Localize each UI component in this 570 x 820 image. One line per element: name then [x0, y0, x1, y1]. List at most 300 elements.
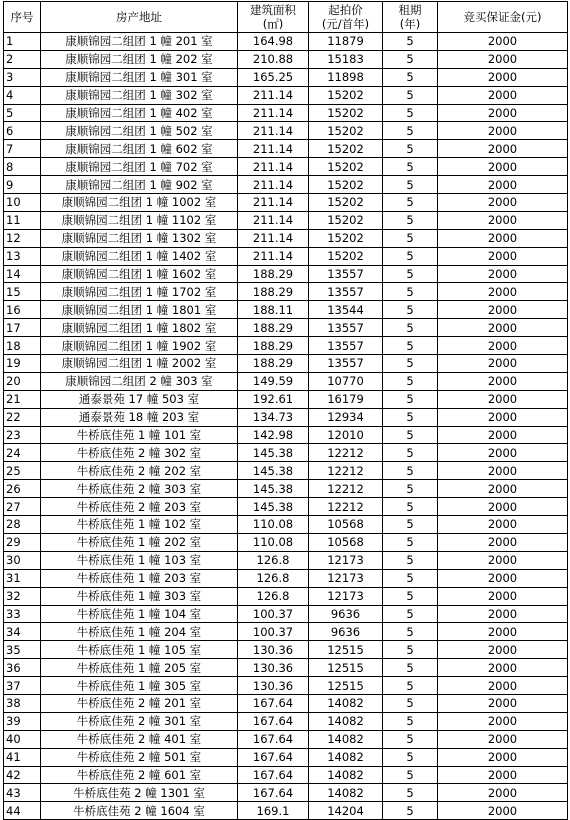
- cell-price: 16179: [309, 390, 383, 408]
- cell-deposit: 2000: [438, 516, 568, 534]
- cell-deposit: 2000: [438, 784, 568, 802]
- table-row: [4, 551, 568, 569]
- table-row: [4, 122, 568, 140]
- table-row: [4, 301, 568, 319]
- cell-deposit: 2000: [438, 605, 568, 623]
- cell-price: 14082: [309, 730, 383, 748]
- cell-term: 5: [383, 68, 438, 86]
- header-address: 房产地址: [41, 2, 238, 33]
- cell-deposit: 2000: [438, 211, 568, 229]
- header-term: [383, 2, 438, 33]
- cell-price: 15202: [309, 158, 383, 176]
- cell-address: 牛桥底佳苑 2 幢 303 室: [41, 480, 238, 498]
- table-row: [4, 498, 568, 516]
- cell-address: 康顺锦园二组团 1 幢 1102 室: [41, 211, 238, 229]
- cell-deposit: 2000: [438, 355, 568, 373]
- table-row: [4, 802, 568, 820]
- cell-seq: 13: [4, 247, 41, 265]
- cell-area: 100.37: [238, 623, 309, 641]
- cell-address: 牛桥底佳苑 1 幢 102 室: [41, 516, 238, 534]
- cell-seq: 20: [4, 372, 41, 390]
- cell-term: 5: [383, 623, 438, 641]
- header-price-line1: 起拍价: [328, 3, 363, 17]
- cell-seq: 27: [4, 498, 41, 516]
- cell-price: 15202: [309, 247, 383, 265]
- cell-address: 康顺锦园二组团 1 幢 1702 室: [41, 283, 238, 301]
- cell-price: 14082: [309, 784, 383, 802]
- cell-area: 130.36: [238, 659, 309, 677]
- cell-price: 13557: [309, 337, 383, 355]
- cell-address: 牛桥底佳苑 2 幢 201 室: [41, 694, 238, 712]
- cell-address: 牛桥底佳苑 2 幢 401 室: [41, 730, 238, 748]
- cell-address: 牛桥底佳苑 2 幢 301 室: [41, 712, 238, 730]
- cell-deposit: 2000: [438, 337, 568, 355]
- cell-price: 15202: [309, 194, 383, 212]
- cell-term: 5: [383, 372, 438, 390]
- cell-deposit: 2000: [438, 569, 568, 587]
- cell-deposit: 2000: [438, 426, 568, 444]
- cell-term: 5: [383, 104, 438, 122]
- table-row: [4, 569, 568, 587]
- cell-term: 5: [383, 283, 438, 301]
- cell-deposit: 2000: [438, 802, 568, 820]
- cell-seq: 30: [4, 551, 41, 569]
- cell-address: 康顺锦园二组团 1 幢 1602 室: [41, 265, 238, 283]
- cell-area: 188.29: [238, 337, 309, 355]
- table-row: [4, 247, 568, 265]
- cell-deposit: 2000: [438, 748, 568, 766]
- cell-area: 145.38: [238, 498, 309, 516]
- cell-area: 211.14: [238, 158, 309, 176]
- cell-seq: 41: [4, 748, 41, 766]
- cell-address: 康顺锦园二组团 1 幢 301 室: [41, 68, 238, 86]
- cell-address: 牛桥底佳苑 2 幢 601 室: [41, 766, 238, 784]
- cell-seq: 38: [4, 694, 41, 712]
- cell-seq: 11: [4, 211, 41, 229]
- cell-seq: 35: [4, 641, 41, 659]
- cell-area: 167.64: [238, 766, 309, 784]
- table-row: [4, 176, 568, 194]
- cell-deposit: 2000: [438, 587, 568, 605]
- cell-deposit: 2000: [438, 104, 568, 122]
- cell-seq: 3: [4, 68, 41, 86]
- table-row: [4, 408, 568, 426]
- cell-address: 牛桥底佳苑 1 幢 205 室: [41, 659, 238, 677]
- table-row: [4, 694, 568, 712]
- cell-area: 126.8: [238, 569, 309, 587]
- cell-price: 15202: [309, 211, 383, 229]
- cell-seq: 21: [4, 390, 41, 408]
- cell-term: 5: [383, 50, 438, 68]
- cell-deposit: 2000: [438, 730, 568, 748]
- table-row: [4, 587, 568, 605]
- cell-price: 12515: [309, 641, 383, 659]
- cell-seq: 7: [4, 140, 41, 158]
- cell-deposit: 2000: [438, 68, 568, 86]
- table-row: [4, 86, 568, 104]
- cell-term: 5: [383, 587, 438, 605]
- cell-price: 13557: [309, 319, 383, 337]
- cell-address: 康顺锦园二组团 1 幢 602 室: [41, 140, 238, 158]
- cell-address: 康顺锦园二组团 1 幢 1002 室: [41, 194, 238, 212]
- cell-seq: 43: [4, 784, 41, 802]
- cell-term: 5: [383, 533, 438, 551]
- table-header: [4, 2, 568, 33]
- cell-area: 169.1: [238, 802, 309, 820]
- cell-address: 康顺锦园二组团 1 幢 1802 室: [41, 319, 238, 337]
- cell-price: 12212: [309, 444, 383, 462]
- cell-area: 126.8: [238, 551, 309, 569]
- table-row: [4, 677, 568, 695]
- cell-term: 5: [383, 730, 438, 748]
- cell-area: 188.29: [238, 319, 309, 337]
- table-row: [4, 283, 568, 301]
- cell-address: 康顺锦园二组团 1 幢 1801 室: [41, 301, 238, 319]
- cell-deposit: 2000: [438, 623, 568, 641]
- cell-area: 145.38: [238, 480, 309, 498]
- cell-area: 211.14: [238, 104, 309, 122]
- table-row: [4, 355, 568, 373]
- table-row: [4, 211, 568, 229]
- cell-term: 5: [383, 784, 438, 802]
- cell-price: 11879: [309, 33, 383, 51]
- cell-price: 15202: [309, 122, 383, 140]
- cell-deposit: 2000: [438, 158, 568, 176]
- table-row: [4, 641, 568, 659]
- cell-price: 13544: [309, 301, 383, 319]
- cell-area: 130.36: [238, 677, 309, 695]
- cell-area: 167.64: [238, 712, 309, 730]
- cell-address: 康顺锦园二组团 1 幢 202 室: [41, 50, 238, 68]
- cell-area: 130.36: [238, 641, 309, 659]
- header-area-line2: (㎡): [262, 17, 284, 31]
- cell-deposit: 2000: [438, 641, 568, 659]
- cell-seq: 17: [4, 319, 41, 337]
- cell-deposit: 2000: [438, 33, 568, 51]
- table-row: [4, 229, 568, 247]
- cell-term: 5: [383, 766, 438, 784]
- cell-deposit: 2000: [438, 766, 568, 784]
- header-term-line1: 租期: [398, 3, 422, 17]
- cell-area: 211.14: [238, 229, 309, 247]
- cell-seq: 25: [4, 462, 41, 480]
- cell-area: 165.25: [238, 68, 309, 86]
- cell-deposit: 2000: [438, 283, 568, 301]
- cell-seq: 23: [4, 426, 41, 444]
- cell-area: 188.29: [238, 283, 309, 301]
- cell-term: 5: [383, 265, 438, 283]
- cell-address: 牛桥底佳苑 1 幢 105 室: [41, 641, 238, 659]
- cell-address: 康顺锦园二组团 1 幢 502 室: [41, 122, 238, 140]
- cell-address: 牛桥底佳苑 1 幢 202 室: [41, 533, 238, 551]
- cell-price: 12934: [309, 408, 383, 426]
- cell-seq: 32: [4, 587, 41, 605]
- cell-address: 康顺锦园二组团 1 幢 402 室: [41, 104, 238, 122]
- cell-term: 5: [383, 122, 438, 140]
- cell-area: 167.64: [238, 784, 309, 802]
- cell-area: 210.88: [238, 50, 309, 68]
- cell-price: 13557: [309, 265, 383, 283]
- table-row: [4, 68, 568, 86]
- cell-area: 211.14: [238, 140, 309, 158]
- cell-term: 5: [383, 211, 438, 229]
- header-seq: 序号: [4, 2, 41, 33]
- table-row: [4, 140, 568, 158]
- cell-price: 14204: [309, 802, 383, 820]
- cell-term: 5: [383, 158, 438, 176]
- cell-seq: 19: [4, 355, 41, 373]
- cell-area: 167.64: [238, 694, 309, 712]
- cell-area: 167.64: [238, 748, 309, 766]
- cell-deposit: 2000: [438, 408, 568, 426]
- cell-price: 15183: [309, 50, 383, 68]
- table-row: [4, 712, 568, 730]
- cell-seq: 9: [4, 176, 41, 194]
- cell-price: 13557: [309, 283, 383, 301]
- cell-price: 15202: [309, 229, 383, 247]
- cell-price: 12212: [309, 462, 383, 480]
- cell-price: 14082: [309, 766, 383, 784]
- cell-deposit: 2000: [438, 551, 568, 569]
- cell-deposit: 2000: [438, 372, 568, 390]
- table-row: [4, 158, 568, 176]
- cell-term: 5: [383, 33, 438, 51]
- cell-deposit: 2000: [438, 176, 568, 194]
- table-row: [4, 444, 568, 462]
- cell-seq: 12: [4, 229, 41, 247]
- cell-price: 15202: [309, 104, 383, 122]
- cell-area: 145.38: [238, 462, 309, 480]
- cell-price: 14082: [309, 694, 383, 712]
- cell-area: 110.08: [238, 516, 309, 534]
- cell-area: 211.14: [238, 122, 309, 140]
- cell-term: 5: [383, 551, 438, 569]
- cell-term: 5: [383, 712, 438, 730]
- cell-address: 牛桥底佳苑 1 幢 305 室: [41, 677, 238, 695]
- header-term-line2: (年): [399, 17, 421, 31]
- cell-address: 康顺锦园二组团 1 幢 1902 室: [41, 337, 238, 355]
- table-body: [4, 33, 568, 820]
- cell-term: 5: [383, 641, 438, 659]
- cell-deposit: 2000: [438, 480, 568, 498]
- cell-term: 5: [383, 140, 438, 158]
- table-row: [4, 533, 568, 551]
- cell-term: 5: [383, 444, 438, 462]
- cell-seq: 2: [4, 50, 41, 68]
- table-row: [4, 730, 568, 748]
- cell-address: 康顺锦园二组团 1 幢 902 室: [41, 176, 238, 194]
- table-row: [4, 623, 568, 641]
- cell-deposit: 2000: [438, 229, 568, 247]
- cell-address: 康顺锦园二组团 2 幢 303 室: [41, 372, 238, 390]
- cell-seq: 4: [4, 86, 41, 104]
- cell-deposit: 2000: [438, 319, 568, 337]
- cell-price: 15202: [309, 140, 383, 158]
- cell-deposit: 2000: [438, 712, 568, 730]
- cell-seq: 28: [4, 516, 41, 534]
- cell-term: 5: [383, 677, 438, 695]
- table-row: [4, 319, 568, 337]
- cell-term: 5: [383, 659, 438, 677]
- cell-term: 5: [383, 337, 438, 355]
- table-row: [4, 390, 568, 408]
- cell-deposit: 2000: [438, 462, 568, 480]
- table-row: [4, 462, 568, 480]
- cell-seq: 29: [4, 533, 41, 551]
- cell-address: 通泰景苑 17 幢 503 室: [41, 390, 238, 408]
- table-row: [4, 605, 568, 623]
- cell-seq: 42: [4, 766, 41, 784]
- cell-seq: 1: [4, 33, 41, 51]
- table-row: [4, 50, 568, 68]
- cell-price: 14082: [309, 748, 383, 766]
- cell-area: 192.61: [238, 390, 309, 408]
- cell-price: 9636: [309, 623, 383, 641]
- header-row: [4, 2, 568, 33]
- cell-address: 康顺锦园二组团 1 幢 2002 室: [41, 355, 238, 373]
- header-price: [309, 2, 383, 33]
- cell-term: 5: [383, 194, 438, 212]
- cell-address: 通泰景苑 18 幢 203 室: [41, 408, 238, 426]
- cell-price: 14082: [309, 712, 383, 730]
- cell-area: 100.37: [238, 605, 309, 623]
- cell-area: 126.8: [238, 587, 309, 605]
- cell-price: 12212: [309, 480, 383, 498]
- cell-area: 211.14: [238, 86, 309, 104]
- cell-area: 167.64: [238, 730, 309, 748]
- cell-area: 142.98: [238, 426, 309, 444]
- cell-term: 5: [383, 480, 438, 498]
- cell-seq: 39: [4, 712, 41, 730]
- cell-term: 5: [383, 569, 438, 587]
- cell-address: 牛桥底佳苑 2 幢 302 室: [41, 444, 238, 462]
- cell-area: 211.14: [238, 194, 309, 212]
- cell-price: 15202: [309, 86, 383, 104]
- table-row: [4, 265, 568, 283]
- cell-seq: 15: [4, 283, 41, 301]
- cell-seq: 44: [4, 802, 41, 820]
- cell-deposit: 2000: [438, 498, 568, 516]
- cell-price: 10568: [309, 516, 383, 534]
- cell-term: 5: [383, 408, 438, 426]
- cell-address: 牛桥底佳苑 2 幢 1301 室: [41, 784, 238, 802]
- cell-price: 15202: [309, 176, 383, 194]
- cell-term: 5: [383, 426, 438, 444]
- cell-seq: 18: [4, 337, 41, 355]
- cell-price: 12173: [309, 569, 383, 587]
- cell-address: 康顺锦园二组团 1 幢 302 室: [41, 86, 238, 104]
- cell-seq: 36: [4, 659, 41, 677]
- cell-deposit: 2000: [438, 444, 568, 462]
- header-price-line2: (元/首年): [321, 17, 370, 31]
- cell-term: 5: [383, 516, 438, 534]
- cell-seq: 16: [4, 301, 41, 319]
- cell-term: 5: [383, 247, 438, 265]
- cell-price: 11898: [309, 68, 383, 86]
- table-row: [4, 784, 568, 802]
- cell-area: 188.29: [238, 355, 309, 373]
- cell-address: 牛桥底佳苑 1 幢 101 室: [41, 426, 238, 444]
- table-row: [4, 337, 568, 355]
- cell-price: 12010: [309, 426, 383, 444]
- cell-address: 牛桥底佳苑 2 幢 203 室: [41, 498, 238, 516]
- cell-address: 牛桥底佳苑 2 幢 1604 室: [41, 802, 238, 820]
- cell-price: 12173: [309, 551, 383, 569]
- cell-area: 188.11: [238, 301, 309, 319]
- cell-deposit: 2000: [438, 122, 568, 140]
- table-row: [4, 748, 568, 766]
- cell-deposit: 2000: [438, 301, 568, 319]
- cell-seq: 34: [4, 623, 41, 641]
- header-deposit: 竞买保证金(元): [438, 2, 568, 33]
- cell-deposit: 2000: [438, 265, 568, 283]
- table-row: [4, 516, 568, 534]
- cell-seq: 10: [4, 194, 41, 212]
- cell-price: 12212: [309, 498, 383, 516]
- table-row: [4, 104, 568, 122]
- cell-seq: 31: [4, 569, 41, 587]
- table-row: [4, 426, 568, 444]
- cell-area: 211.14: [238, 211, 309, 229]
- cell-address: 牛桥底佳苑 1 幢 103 室: [41, 551, 238, 569]
- cell-seq: 6: [4, 122, 41, 140]
- cell-seq: 33: [4, 605, 41, 623]
- cell-price: 10568: [309, 533, 383, 551]
- cell-deposit: 2000: [438, 390, 568, 408]
- header-area-line1: 建筑面积: [250, 3, 296, 17]
- cell-address: 牛桥底佳苑 1 幢 104 室: [41, 605, 238, 623]
- header-area: [238, 2, 309, 33]
- cell-term: 5: [383, 86, 438, 104]
- cell-seq: 5: [4, 104, 41, 122]
- property-table: [3, 1, 568, 820]
- cell-area: 110.08: [238, 533, 309, 551]
- cell-term: 5: [383, 694, 438, 712]
- cell-area: 134.73: [238, 408, 309, 426]
- cell-price: 12515: [309, 659, 383, 677]
- cell-price: 10770: [309, 372, 383, 390]
- cell-deposit: 2000: [438, 677, 568, 695]
- cell-price: 9636: [309, 605, 383, 623]
- cell-address: 牛桥底佳苑 1 幢 303 室: [41, 587, 238, 605]
- cell-seq: 40: [4, 730, 41, 748]
- cell-term: 5: [383, 390, 438, 408]
- cell-deposit: 2000: [438, 659, 568, 677]
- table-row: [4, 659, 568, 677]
- cell-term: 5: [383, 605, 438, 623]
- cell-seq: 37: [4, 677, 41, 695]
- cell-area: 211.14: [238, 176, 309, 194]
- cell-term: 5: [383, 498, 438, 516]
- cell-term: 5: [383, 748, 438, 766]
- cell-deposit: 2000: [438, 86, 568, 104]
- cell-address: 牛桥底佳苑 1 幢 204 室: [41, 623, 238, 641]
- cell-seq: 24: [4, 444, 41, 462]
- cell-address: 牛桥底佳苑 1 幢 203 室: [41, 569, 238, 587]
- cell-term: 5: [383, 355, 438, 373]
- cell-term: 5: [383, 229, 438, 247]
- cell-price: 12173: [309, 587, 383, 605]
- cell-seq: 8: [4, 158, 41, 176]
- cell-term: 5: [383, 319, 438, 337]
- cell-address: 牛桥底佳苑 2 幢 501 室: [41, 748, 238, 766]
- cell-area: 164.98: [238, 33, 309, 51]
- cell-term: 5: [383, 176, 438, 194]
- cell-area: 188.29: [238, 265, 309, 283]
- cell-deposit: 2000: [438, 247, 568, 265]
- cell-address: 康顺锦园二组团 1 幢 702 室: [41, 158, 238, 176]
- cell-address: 康顺锦园二组团 1 幢 1402 室: [41, 247, 238, 265]
